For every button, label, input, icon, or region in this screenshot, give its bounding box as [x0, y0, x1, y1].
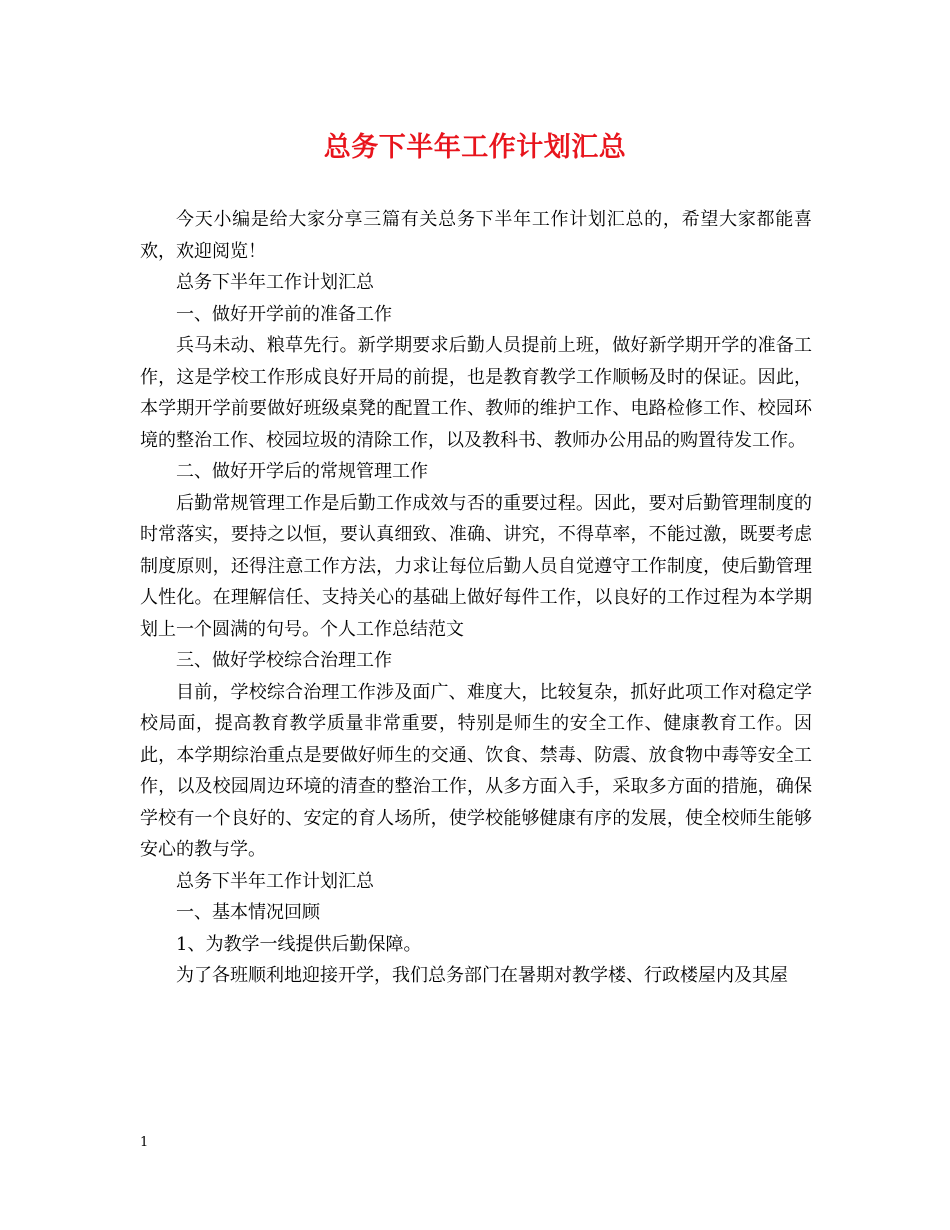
- subheading: 一、做好开学前的准备工作: [176, 303, 392, 325]
- subheading: 二、做好开学后的常规管理工作: [176, 461, 428, 482]
- paragraph: 目前，学校综合治理工作涉及面广、难度大，比较复杂，抓好此项工作对稳定学校局面，提高教育教学质量非常重要，特别是师生的安全工作、健康教育工作。因此，本学期综治重点是要做好师生的交通、饮食、禁毒、防震、放食物中毒等安全工作，以及校园周边环境的清查的整治工作，从多方面入手，采取多方面的措施，确保学校有一个良好的、安定的育人场所，使学校能够健康有序的发展，使全校师生能够安心的教与学。: [140, 681, 812, 860]
- paragraph: 兵马未动、粮草先行。新学期要求后勤人员提前上班，做好新学期开学的准备工作，这是学校工作形成良好开局的前提，也是教育教学工作顺畅及时的保证。因此，本学期开学前要做好班级桌凳的配置工作、教师的维护工作、电路检修工作、校园环境的整治工作、校园垃圾的清除工作，以及教科书、教师办公用品的购置待发工作。: [140, 335, 812, 451]
- subheading: 三、做好学校综合治理工作: [176, 650, 392, 671]
- document-body: [140, 204, 812, 992]
- subheading: 一、基本情况回顾: [176, 902, 320, 923]
- document-title: 总务下半年工作计划汇总: [323, 132, 627, 163]
- paragraph: 后勤常规管理工作是后勤工作成效与否的重要过程。因此，要对后勤管理制度的时常落实，要持之以恒，要认真细致、准确、讲究，不得草率，不能过激，既要考虑制度原则，还得注意工作方法，力求让每位后勤人员自觉遵守工作制度，使后勤管理人性化。在理解信任、支持关心的基础上做好每件工作，以良好的工作过程为本学期划上一个圆满的句号。个人工作总结范文: [140, 492, 812, 640]
- section-heading: 总务下半年工作计划汇总: [176, 272, 374, 293]
- list-item: 1、为教学一线提供后勤保障。: [176, 933, 422, 955]
- section-heading: 总务下半年工作计划汇总: [176, 870, 374, 892]
- paragraph: 为了各班顺利地迎接开学，我们总务部门在暑期对教学楼、行政楼屋内及其屋: [176, 965, 788, 986]
- paragraph-intro: 今天小编是给大家分享三篇有关总务下半年工作计划汇总的，希望大家都能喜欢，欢迎阅览！: [140, 209, 812, 262]
- page-number: 1: [140, 1135, 149, 1150]
